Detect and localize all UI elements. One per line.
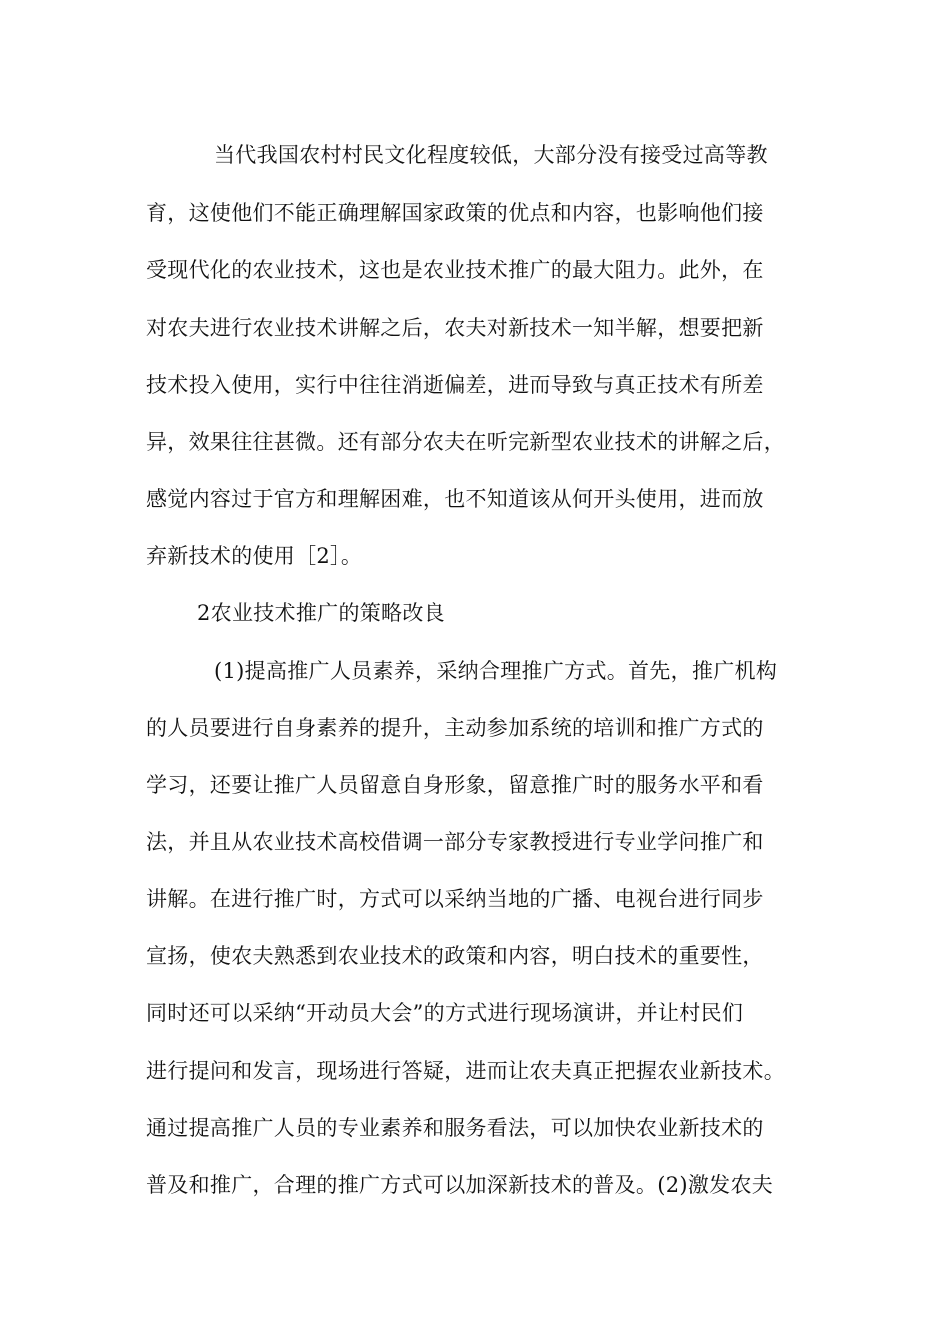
paragraph-2-line: 普及和推广，合理的推广方式可以加深新技术的普及。(2)激发农夫	[146, 1173, 774, 1197]
section-heading: 2农业技术推广的策略改良	[197, 601, 445, 625]
paragraph-1-line: 当代我国农村村民文化程度较低，大部分没有接受过高等教	[214, 143, 768, 167]
paragraph-2-line: 的人员要进行自身素养的提升，主动参加系统的培训和推广方式的	[146, 716, 764, 740]
paragraph-1-line: 异，效果往往甚微。还有部分农夫在听完新型农业技术的讲解之后，	[146, 430, 785, 454]
paragraph-2-line: 学习，还要让推广人员留意自身形象，留意推广时的服务水平和看	[146, 773, 764, 797]
paragraph-1-line: 技术投入使用，实行中往往消逝偏差，进而导致与真正技术有所差	[146, 373, 764, 397]
paragraph-1-line: 感觉内容过于官方和理解困难，也不知道该从何开头使用，进而放	[146, 487, 764, 511]
paragraph-2-line: 同时还可以采纳“开动员大会”的方式进行现场演讲，并让村民们	[146, 1001, 744, 1025]
paragraph-1-line: 育，这使他们不能正确理解国家政策的优点和内容，也影响他们接	[146, 201, 764, 225]
paragraph-2-line: (1)提高推广人员素养，采纳合理推广方式。首先，推广机构	[214, 659, 778, 683]
paragraph-1-line: 受现代化的农业技术，这也是农业技术推广的最大阻力。此外，在	[146, 258, 764, 282]
paragraph-1-line: 弃新技术的使用［2］。	[146, 544, 363, 568]
paragraph-1-line: 对农夫进行农业技术讲解之后，农夫对新技术一知半解，想要把新	[146, 316, 764, 340]
paragraph-2-line: 通过提高推广人员的专业素养和服务看法，可以加快农业新技术的	[146, 1116, 764, 1140]
paragraph-2-line: 进行提问和发言，现场进行答疑，进而让农夫真正把握农业新技术。	[146, 1059, 785, 1083]
paragraph-2-line: 讲解。在进行推广时，方式可以采纳当地的广播、电视台进行同步	[146, 887, 764, 911]
paragraph-2-line: 法，并且从农业技术高校借调一部分专家教授进行专业学问推广和	[146, 830, 764, 854]
paragraph-2-line: 宣扬，使农夫熟悉到农业技术的政策和内容，明白技术的重要性，	[146, 944, 764, 968]
